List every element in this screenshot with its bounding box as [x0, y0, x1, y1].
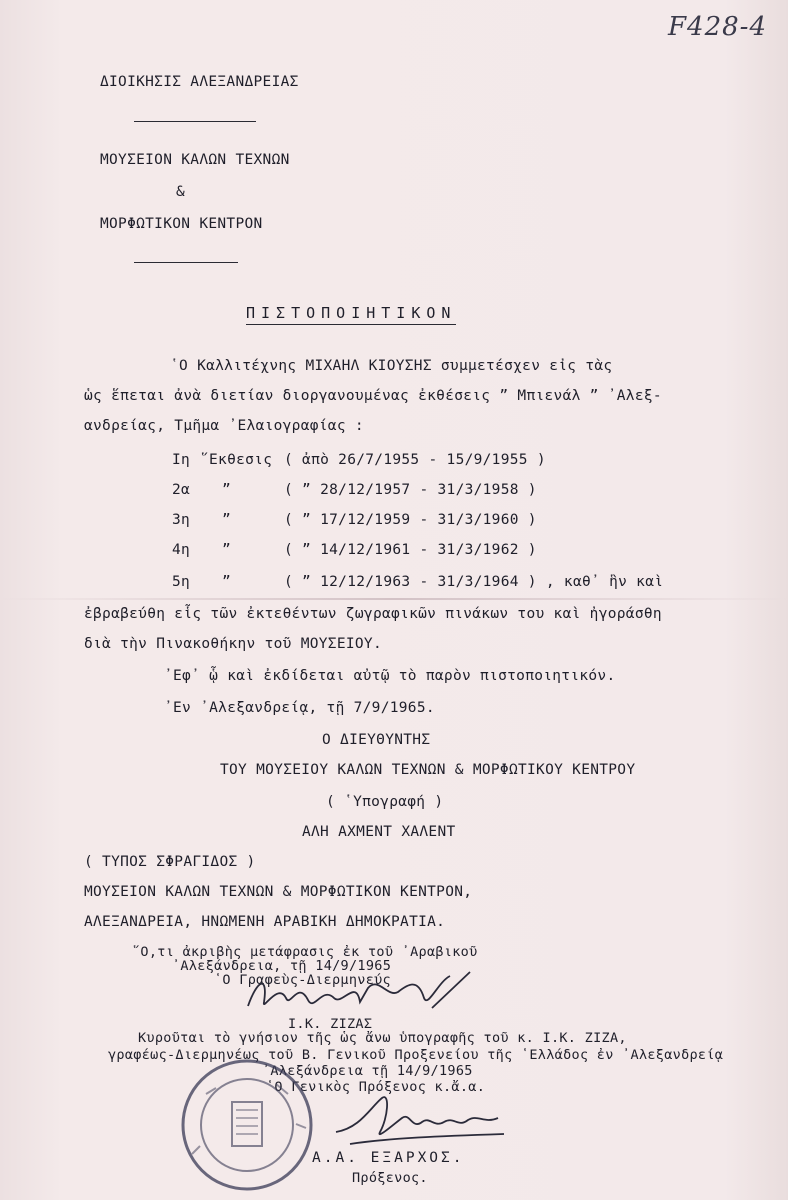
signature-note: ( ῾Υπογραφή ) [326, 794, 444, 810]
director-name: ΑΛΗ ΑΧΜΕΝΤ ΧΑΛΕΝΤ [302, 824, 456, 840]
exhibition-3-ord: 3η [172, 512, 191, 528]
header-rule-1 [134, 121, 256, 122]
header-ampersand: & [176, 184, 186, 200]
seal-line-2: ΑΛΕΞΑΝΔΡΕΙΑ, ΗΝΩΜΕΝΗ ΑΡΑΒΙΚΗ ΔΗΜΟΚΡΑΤΙΑ. [84, 914, 446, 930]
translation-line-2: ᾿Αλεξάνδρεια, τῇ 14/9/1965 [172, 958, 392, 974]
exhibition-5-dates: ( ” 12/12/1963 - 31/3/1964 ) , καθ᾿ ἣν καὶ [284, 574, 664, 590]
consul-signature [330, 1088, 510, 1152]
body-line-1: ῾Ο Καλλιτέχνης ΜΙΧΑΗΛ ΚΙΟΥΣΗΣ συμμετέσχεν εἰς τὰς [170, 358, 613, 374]
consular-line-4: ῾Ο Γενικὸς Πρόξενος κ.ἄ.α. [266, 1079, 486, 1095]
consul-name: Α.Α. ΕΞΑΡΧΟΣ. [312, 1150, 465, 1166]
body-line-4: ἐβραβεύθη εἷς τῶν ἐκτεθέντων ζωγραφικῶν πινάκων του καὶ ἠγοράσθη [84, 606, 662, 622]
exhibition-5-label: ” [222, 574, 232, 590]
header-rule-2 [134, 262, 238, 263]
body-line-2: ὡς ἕπεται ἀνὰ διετίαν διοργανουμένας ἐκθέσεις ” Μπιενάλ ” ᾿Αλεξ- [84, 388, 662, 404]
consul-title: Πρόξενος. [352, 1170, 428, 1186]
director-title: Ο ΔΙΕΥΘΥΝΤΗΣ [322, 732, 431, 748]
body-line-3: ανδρείας, Τμῆμα ᾿Ελαιογραφίας : [84, 418, 364, 434]
document-title: ΠΙΣΤΟΠΟΙΗΤΙΚΟΝ [246, 304, 456, 325]
body-line-7: ᾿Εν ᾿Αλεξανδρείᾳ, τῇ 7/9/1965. [164, 700, 435, 716]
translation-line-1: ῞Ο,τι ἀκριβὴς μετάφρασις ἐκ τοῦ ᾿Αραβικοῦ [132, 944, 478, 960]
consular-line-3: ᾿Αλεξάνδρεια τῇ 14/9/1965 [262, 1063, 473, 1079]
exhibition-5-ord: 5η [172, 574, 191, 590]
header-center: ΜΟΡΦΩΤΙΚΟΝ ΚΕΝΤΡΟΝ [100, 216, 263, 232]
body-line-6: ᾿Εφ᾿ ᾧ καὶ ἐκδίδεται αὐτῷ τὸ παρὸν πιστοποιητικόν. [164, 668, 616, 684]
body-line-5: διὰ τὴν Πινακοθήκην τοῦ ΜΟΥΣΕΙΟΥ. [84, 636, 382, 652]
translation-line-3: ῾Ο Γραφεὺς-Διερμηνεύς [214, 972, 391, 988]
consulate-seal-stamp [176, 1054, 318, 1196]
exhibition-1-label: ῞Εκθεσις [200, 452, 273, 468]
exhibition-1-ord: Iη [172, 452, 191, 468]
exhibition-2-ord: 2α [172, 482, 191, 498]
translator-name: Ι.Κ. ΖΙΖΑΣ [288, 1016, 373, 1032]
header-admin: ΔΙΟΙΚΗΣΙΣ ΑΛΕΞΑΝΔΡΕΙΑΣ [100, 74, 299, 90]
exhibition-3-dates: ( ” 17/12/1959 - 31/3/1960 ) [284, 512, 537, 528]
exhibition-4-label: ” [222, 542, 232, 558]
exhibition-1-dates: ( ἀπὸ 26/7/1955 - 15/9/1955 ) [284, 452, 546, 468]
consular-line-1: Κυροῦται τὸ γνήσιον τῆς ὡς ἄνω ὑπογραφῆς τοῦ κ. Ι.Κ. ΖΙΖΑ, [138, 1030, 627, 1046]
paper-fold [0, 598, 788, 600]
translator-signature [238, 968, 478, 1018]
seal-type: ( ΤΥΠΟΣ ΣΦΡΑΓΙΔΟΣ ) [84, 854, 256, 870]
archive-reference: F428-4 [668, 12, 767, 42]
exhibition-4-ord: 4η [172, 542, 191, 558]
consular-line-2: γραφέως-Διερμηνέως τοῦ Β. Γενικοῦ Προξενείου τῆς ῾Ελλάδος ἐν ᾿Αλεξανδρείᾳ [108, 1047, 724, 1063]
director-institution: ΤΟΥ ΜΟΥΣΕΙΟΥ ΚΑΛΩΝ ΤΕΧΝΩΝ & ΜΟΡΦΩΤΙΚΟΥ ΚΕΝΤΡΟΥ [220, 762, 636, 778]
header-museum: ΜΟΥΣΕΙΟΝ ΚΑΛΩΝ ΤΕΧΝΩΝ [100, 152, 290, 168]
exhibition-3-label: ” [222, 512, 232, 528]
exhibition-2-dates: ( ” 28/12/1957 - 31/3/1958 ) [284, 482, 537, 498]
exhibition-4-dates: ( ” 14/12/1961 - 31/3/1962 ) [284, 542, 537, 558]
seal-line-1: ΜΟΥΣΕΙΟΝ ΚΑΛΩΝ ΤΕΧΝΩΝ & ΜΟΡΦΩΤΙΚΟΝ ΚΕΝΤΡΟΝ, [84, 884, 473, 900]
exhibition-2-label: ” [222, 482, 232, 498]
